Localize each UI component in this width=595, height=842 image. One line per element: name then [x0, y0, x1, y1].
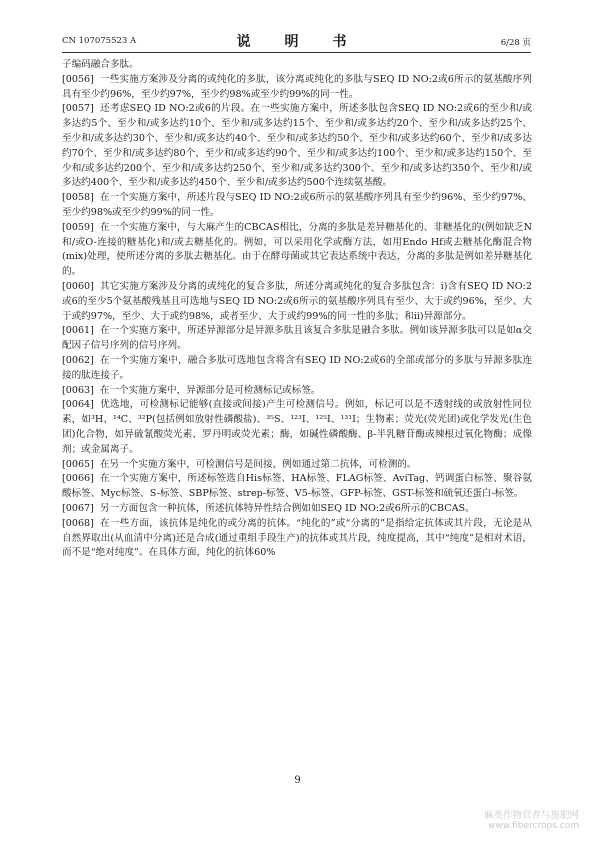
paragraph-number: [0061]: [62, 325, 94, 337]
paragraph-number: [0065]: [62, 458, 94, 470]
paragraph: 子编码融合多肽。: [62, 59, 139, 70]
paragraph-number: [0062]: [62, 354, 94, 366]
paragraph: [0062] 在一个实施方案中，融合多肽可选地包含将含有SEQ ID NO:2或6的全部或部分的多肽与异源多肽连接的肽连接子。: [62, 354, 532, 381]
paragraph-number: [0058]: [62, 192, 94, 204]
paragraph-number: [0064]: [62, 399, 94, 411]
paragraph-number: [0066]: [62, 473, 94, 485]
paragraph: [0063] 在一个实施方案中，异源部分是可检测标记或标签。: [62, 384, 321, 396]
document-body: [62, 58, 532, 561]
paragraph-number: [0068]: [62, 517, 94, 529]
paragraph: [0057] 还考虑SEQ ID NO:2或6的片段。在一些实施方案中，所述多肽包含SEQ ID NO:2或6的至少和/或多达约5个、至少和/或多达约10个、至少和/或多达约15个、至少和/或多达约20个、至少和/或多达约25个、至少和/或多达约30个、至少和/或多达约40个、至少和/或多达约50个、至少和/或多达约60个、至少和/或多达约70个、至少和/或多达约80个、至少和/或多达约90个、至少和/或多达约100个、至少和/或多达约150个、至少和/或多达约200个、至少和/或多达约250个、至少和/或多达约300个、至少和/或多达约350个、至少和/或多达约400个、至少和/或多达约450个、至少和/或多达约500个连续氨基酸。: [62, 103, 532, 189]
document-title: 说 明 书: [236, 34, 357, 50]
watermark-url: www.fibercrops.com: [488, 821, 579, 831]
page-header: [62, 30, 531, 53]
paragraph: [0065] 在另一个实施方案中，可检测信号是间接，例如通过第二抗体，可检测的。: [62, 458, 417, 470]
paragraph: [0061] 在一个实施方案中，所述异源部分是异源多肽且该复合多肽是融合多肽。例如该异源多肽可以是如α交配因子信号序列的信号序列。: [62, 325, 532, 352]
paragraph-number: [0057]: [62, 103, 94, 115]
paragraph: [0068] 在一些方面，该抗体是纯化的或分离的抗体。“纯化的”或“分离的”是指给定抗体或其片段，无论是从自然界取出(从血清中分离)还是合成(通过重组手段生产)的抗体或其片段，纯度提高，其中“纯度”是相对术语，而不是“绝对纯度”。在具体方面，纯化的抗体60%: [62, 517, 532, 559]
page-number: 9: [294, 775, 301, 786]
paragraph: [0060] 其它实施方案涉及分离的或纯化的复合多肽，所述分离或纯化的复合多肽包含：i)含有SEQ ID NO:2或6的至少5个氨基酸残基且可选地与SEQ ID NO:2或6所示的氨基酸序列具有至少、大于或约96%，至少、大于或约97%，至少、大于或约98%，或者至少、大于或约99%的同一性的多肽；和ii)异源部分。: [62, 280, 532, 322]
page-indicator: 6/28 页: [500, 38, 531, 48]
paragraph-number: [0067]: [62, 502, 94, 514]
paragraph: [0067] 另一方面包含一种抗体，所述抗体特异性结合例如如SEQ ID NO:2或6所示的CBCAS。: [62, 502, 475, 514]
paragraph-number: [0063]: [62, 384, 94, 396]
paragraph: [0064] 优选地，可检测标记能够(直接或间接)产生可检测信号。例如，标记可以是不透射线的或放射性同位素，如³H、¹⁴C、³²P(包括例如放射性磷酸盐)、³⁵S、¹²³I、¹²⁵I、¹³¹I；生物素；荧光(荧光团)或化学发光(生色团)化合物，如异硫氰酸荧光素、罗丹明或荧光素；酶，如碱性磷酸酶、β-半乳糖苷酶或辣根过氧化物酶；成像剂；或金属离子。: [62, 399, 532, 455]
paragraph: [0059] 在一个实施方案中，与大麻产生的CBCAS相比，分离的多肽是差异糖基化的、非糖基化的(例如缺乏N和/或O-连接的糖基化)和/或去糖基化的。例如，可以采用化学或酶方法，如用Endo Hf或去糖基化酶混合物(mix)处理，使所述分离的多肽去糖基化。由于在酵母菌或其它表达系统中表达，分离的多肽是例如差异糖基化的。: [62, 221, 532, 278]
paragraph: [0056] 一些实施方案涉及分离的或纯化的多肽，该分离或纯化的多肽与SEQ ID NO:2或6所示的氨基酸序列具有至少约96%，至少约97%，至少约98%或至少约99%的同一性。: [62, 73, 532, 100]
watermark: [484, 810, 579, 832]
paragraph: [0066] 在一个实施方案中，所述标签选自His标签、HA标签、FLAG标签、AviTag、钙调蛋白标签、聚谷氨酸标签、Myc标签、S-标签、SBP标签、strep-标签、V5-标签、GFP-标签、GST-标签和硫氧还蛋白-标签。: [62, 473, 532, 500]
patent-number: CN 107075523 A: [62, 36, 137, 46]
paragraph-number: [0059]: [62, 221, 94, 233]
paragraph: [0058] 在一个实施方案中，所述片段与SEQ ID NO:2或6所示的氨基酸序列具有至少约96%、至少约97%、至少约98%或至少约99%的同一性。: [62, 192, 532, 218]
watermark-title: 麻类作物营养与施肥网: [483, 810, 579, 821]
paragraph-number: [0060]: [62, 280, 94, 292]
paragraph-number: [0056]: [62, 73, 94, 85]
